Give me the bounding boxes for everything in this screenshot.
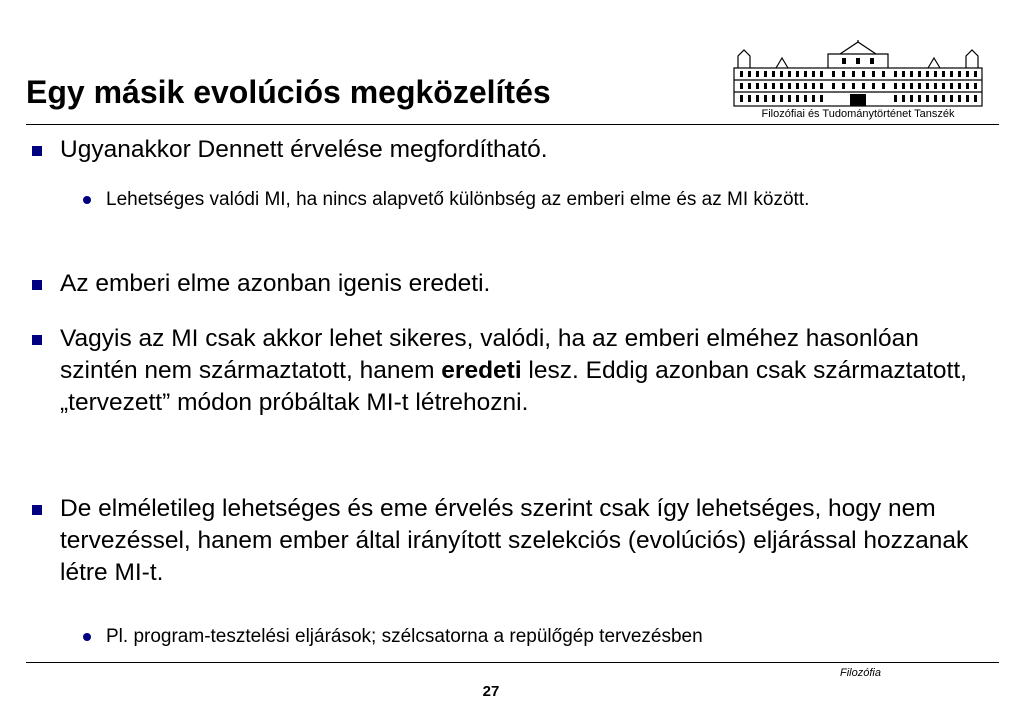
bullet-3 [60,323,990,419]
bullet-4-sub: Pl. program-tesztelési eljárások; szélcsatorna a repülőgép tervezésben [106,621,996,652]
department-label: Filozófiai és Tudománytörténet Tanszék [761,108,955,120]
university-building-logo [732,40,984,108]
bullet-2: Az emberi elme azonban igenis eredeti. [60,268,990,300]
slide-title: Egy másik evolúciós megközelítés [26,74,551,110]
footer-divider [26,662,999,663]
bullet-3-emphasis: eredeti [441,357,522,384]
footer-label: Filozófia [840,667,881,679]
bullet-3-text-end: lesz. Eddig azonban csak származtatott, „tervezett” módon próbáltak MI-t létrehozni. [60,357,967,416]
bullet-1: Ugyanakkor Dennett érvelése megfordítható. [60,134,990,166]
bullet-1-sub: Lehetséges valódi MI, ha nincs alapvető különbség az emberi elme és az MI között. [106,184,996,215]
bullet-4: De elméletileg lehetséges és eme érvelés szerint csak így lehetséges, hogy nem tervezéssel, hanem ember által irányított szelekciós (evolúciós) eljárással hozzanak létre MI-t. [60,493,990,589]
header-divider [26,124,999,125]
bullet-3-text: Vagyis az MI csak akkor lehet sikeres, valódi, ha az emberi elméhez hasonlóan szintén nem származtatott, hanem [60,325,919,384]
page-number: 27 [482,683,500,700]
